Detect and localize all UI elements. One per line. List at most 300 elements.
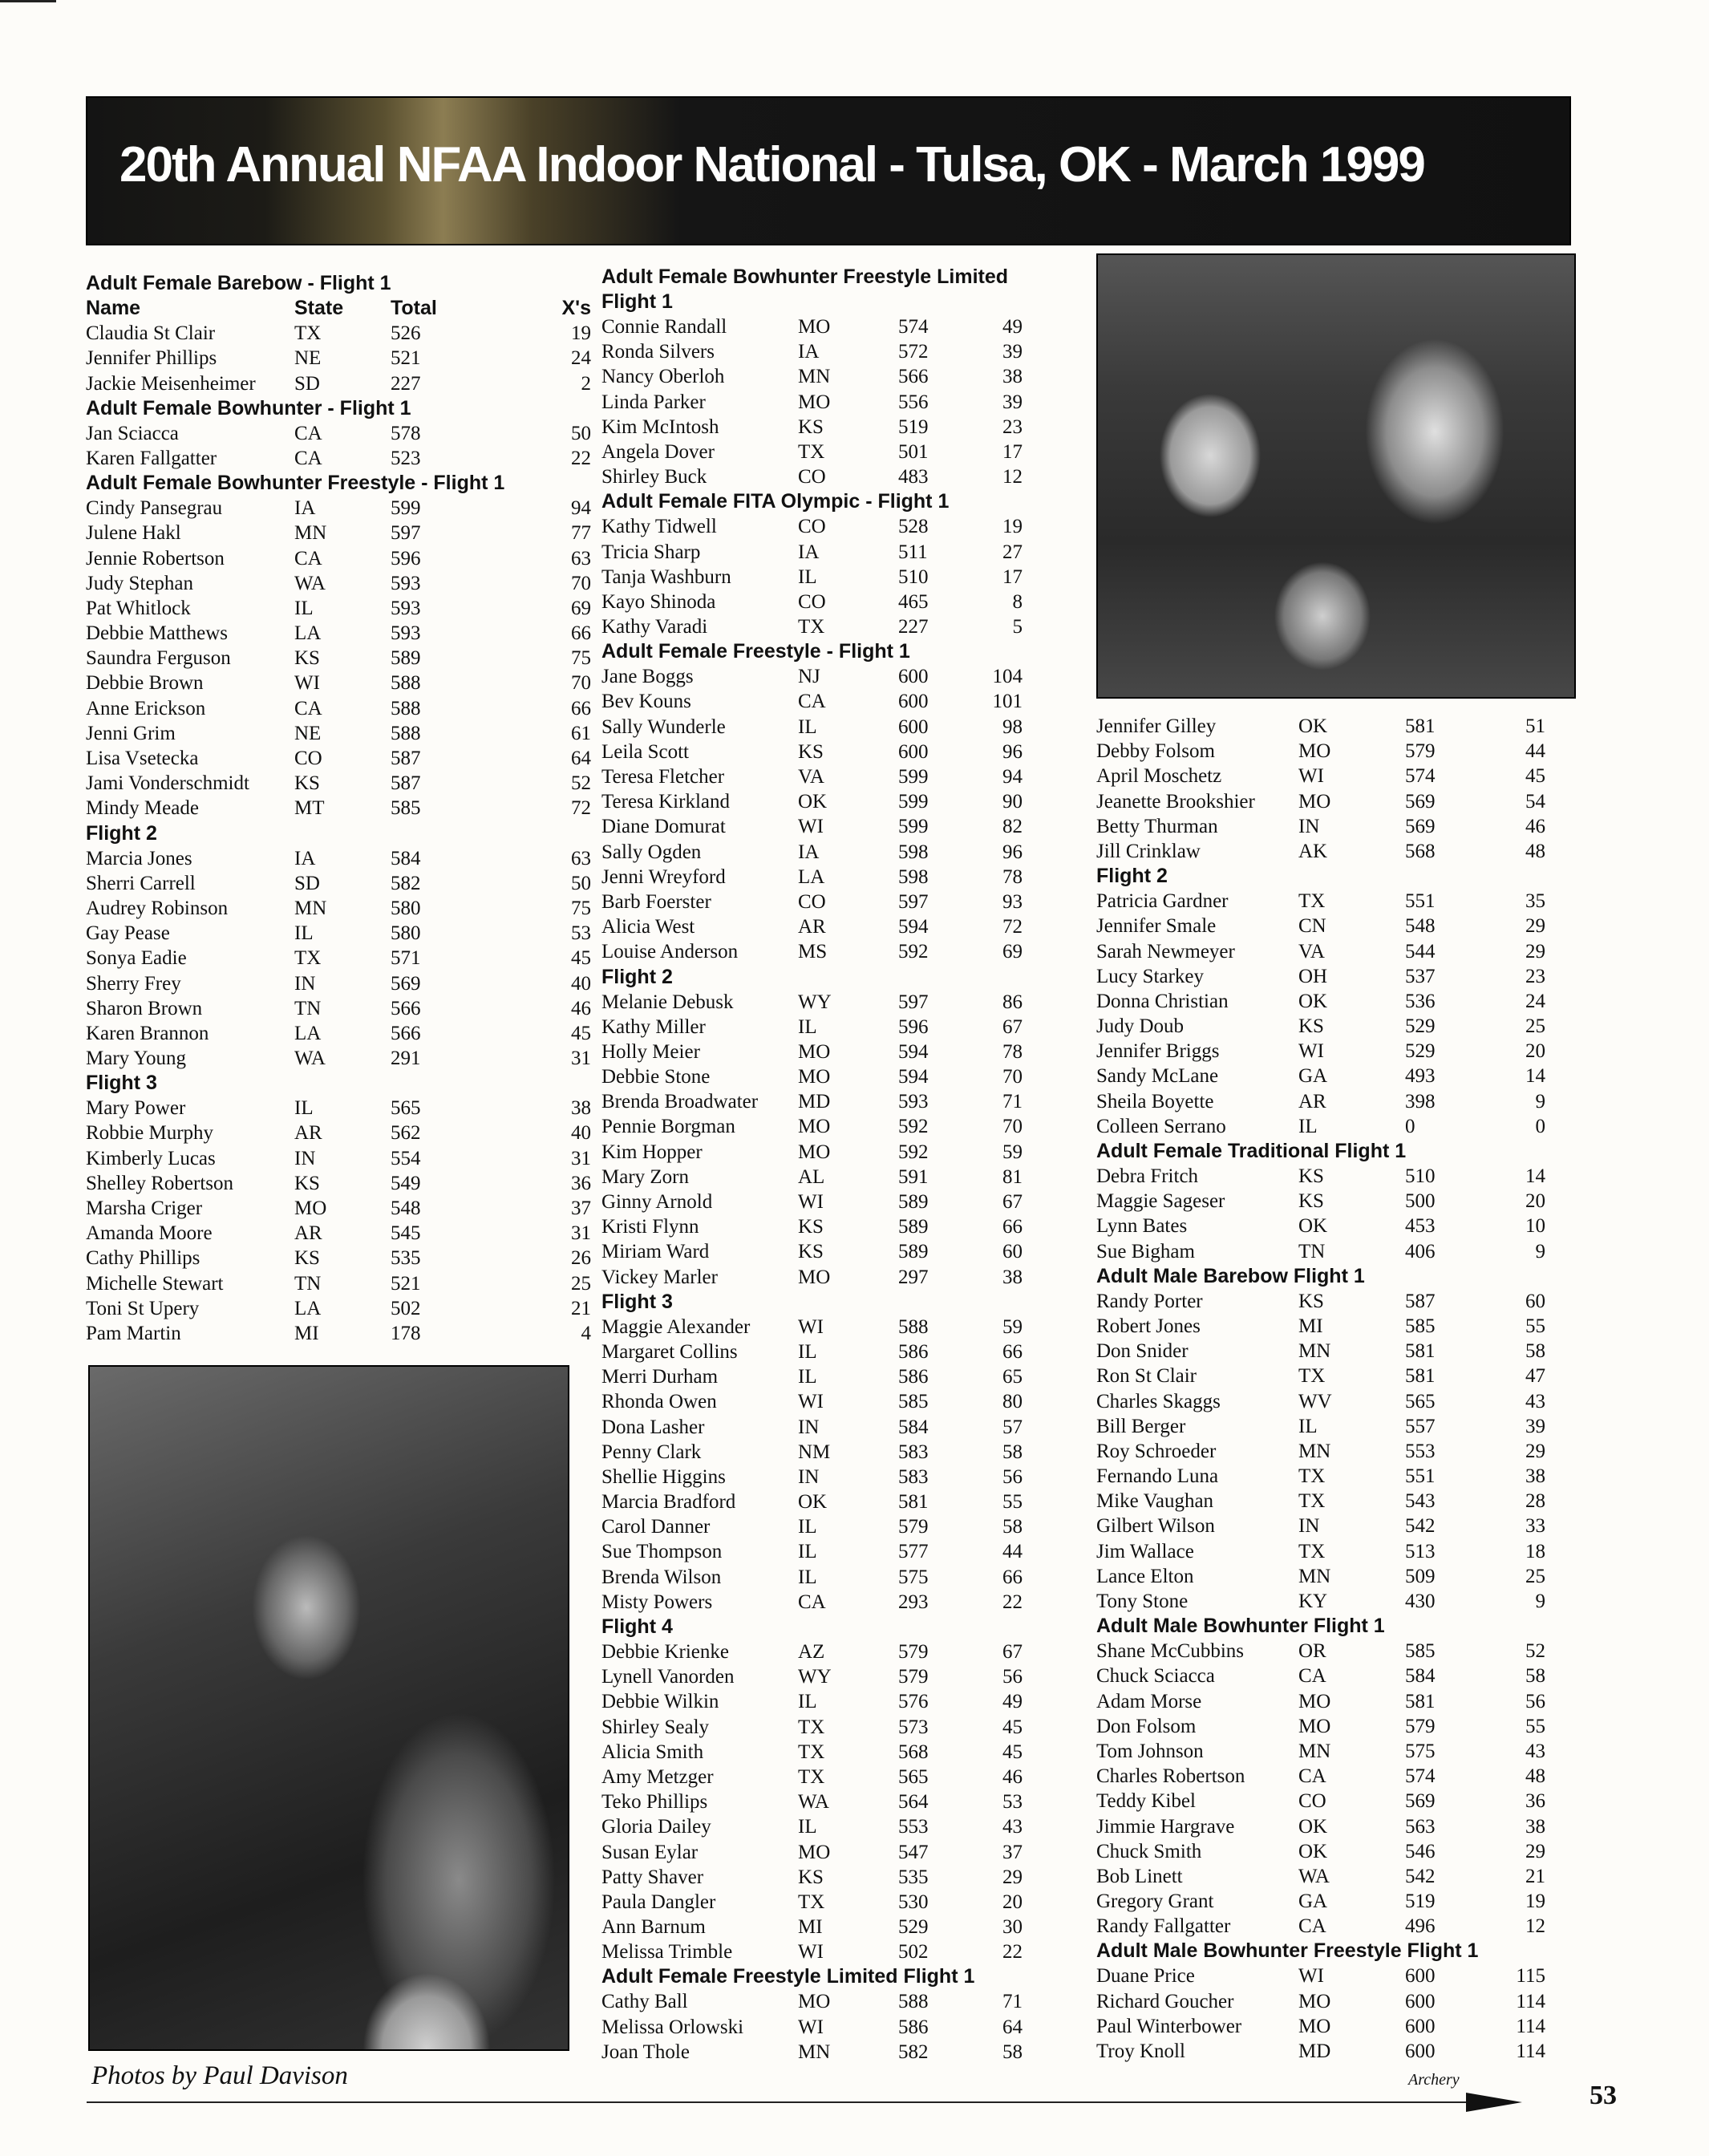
archer-name: Maggie Sageser (1096, 1190, 1225, 1213)
archer-state: TX (798, 440, 825, 463)
archer-state: MO (1298, 1690, 1331, 1712)
result-row (601, 1865, 1059, 1890)
archer-total: 584 (898, 1416, 929, 1438)
archer-xs: 46 (571, 997, 591, 1019)
archer-state: KS (1298, 1015, 1324, 1038)
archer-state: VA (1298, 940, 1325, 962)
archer-xs: 22 (1002, 1591, 1023, 1613)
archer-name: Sally Wunderle (601, 715, 726, 738)
section-title: Adult Female Bowhunter - Flight 1 (86, 396, 411, 419)
archer-name: Teko Phillips (601, 1791, 708, 1814)
archer-state: IA (798, 341, 820, 363)
result-section (601, 489, 1059, 639)
archer-name: Charles Robertson (1096, 1765, 1245, 1788)
archer-xs: 63 (571, 547, 591, 569)
archer-xs: 31 (571, 1147, 591, 1169)
archer-state: CO (798, 466, 826, 488)
archer-name: Kayo Shinoda (601, 590, 716, 613)
archer-state: MN (294, 522, 327, 545)
archer-state: CA (1298, 1765, 1326, 1788)
result-row (1096, 1489, 1577, 1514)
archer-total: 599 (898, 791, 929, 813)
archer-total: 547 (898, 1841, 929, 1863)
archer-xs: 114 (1516, 2040, 1545, 2062)
archer-name: Joan Thole (601, 2040, 690, 2063)
archer-xs: 66 (1002, 1566, 1023, 1588)
result-row (86, 521, 599, 545)
archer-xs: 40 (571, 1122, 591, 1145)
archer-total: 573 (898, 1716, 929, 1738)
archer-total: 563 (1405, 1815, 1436, 1838)
result-row (1096, 1689, 1577, 1714)
archer-state: TX (798, 1741, 825, 1763)
archer-xs: 5 (1012, 616, 1023, 638)
archer-name: Debbie Matthews (86, 622, 229, 645)
archer-total: 529 (898, 1916, 929, 1939)
result-section (1096, 1139, 1577, 1264)
archer-state: IA (294, 847, 316, 869)
archer-name: Ronda Silvers (601, 341, 715, 363)
result-row (86, 621, 599, 646)
result-row (1096, 1064, 1577, 1088)
archer-xs: 14 (1525, 1065, 1545, 1088)
result-row (1096, 814, 1577, 839)
result-row (86, 971, 599, 996)
column-headers (86, 296, 599, 321)
result-row (601, 1140, 1059, 1165)
result-section (601, 639, 1059, 964)
archer-name: Robbie Murphy (86, 1122, 214, 1145)
result-row (601, 740, 1059, 764)
result-row (601, 715, 1059, 740)
archer-xs: 71 (1002, 1091, 1023, 1113)
archer-state: MO (1298, 790, 1331, 813)
archer-total: 597 (391, 522, 421, 545)
result-row (601, 2015, 1059, 2040)
archer-state: KS (294, 772, 320, 795)
archer-name: Melissa Trimble (601, 1941, 733, 1964)
archer-state: MN (1298, 1340, 1331, 1363)
archer-state: IL (1298, 1115, 1318, 1137)
archer-state: AR (294, 1222, 322, 1245)
archer-state: MT (294, 797, 325, 820)
archer-xs: 46 (1525, 815, 1545, 837)
result-row (1096, 1464, 1577, 1489)
archer-name: Rhonda Owen (601, 1391, 717, 1413)
result-row (1096, 1889, 1577, 1914)
result-row (1096, 1439, 1577, 1464)
archer-name: Cathy Ball (601, 1991, 688, 2013)
archer-state: WI (798, 1941, 824, 1964)
archer-state: VA (798, 766, 824, 788)
archer-state: KS (1298, 1165, 1324, 1187)
result-row (601, 1840, 1059, 1865)
result-row (601, 1715, 1059, 1740)
archer-total: 565 (391, 1097, 421, 1120)
archer-name: Don Snider (1096, 1340, 1189, 1363)
archer-total: 600 (1405, 1990, 1436, 2012)
archer-xs: 21 (1525, 1865, 1545, 1887)
archer-total: 596 (391, 547, 421, 569)
archer-total: 587 (391, 772, 421, 795)
archer-name: Tony Stone (1096, 1591, 1189, 1612)
archer-name: Kim Hopper (601, 1141, 703, 1163)
archer-name: Sue Bigham (1096, 1240, 1195, 1262)
header-state: State (294, 297, 344, 319)
section-title: Adult Female Traditional Flight 1 (1096, 1140, 1407, 1162)
section-title: Adult Female Barebow - Flight 1 (86, 272, 391, 294)
archer-state: MO (798, 1116, 831, 1138)
archer-state: OK (1298, 1215, 1328, 1238)
result-row (601, 1765, 1059, 1789)
result-row (601, 364, 1059, 389)
archer-xs: 65 (1002, 1366, 1023, 1388)
result-section (86, 1071, 599, 1346)
archer-name: Mary Young (86, 1048, 187, 1070)
archer-state: MI (1298, 1315, 1323, 1337)
result-row (601, 865, 1059, 890)
archer-name: Sonya Eadie (86, 947, 187, 970)
archer-total: 598 (898, 865, 929, 888)
result-row (86, 496, 599, 521)
archer-xs: 21 (571, 1297, 591, 1319)
archer-xs: 19 (1002, 516, 1023, 538)
archer-state: KS (294, 1247, 320, 1270)
archer-name: Ann Barnum (601, 1916, 706, 1939)
result-section (601, 265, 1059, 290)
archer-name: Jackie Meisenheimer (86, 372, 256, 395)
archer-total: 548 (391, 1198, 421, 1219)
archer-total: 574 (1405, 1765, 1436, 1788)
archer-total: 529 (1405, 1015, 1436, 1038)
archer-total: 580 (391, 897, 421, 919)
results-column-2 (601, 265, 1059, 2065)
archer-total: 496 (1405, 1915, 1436, 1938)
result-row (1096, 2014, 1577, 2039)
archer-state: CA (294, 697, 322, 719)
archer-state: KS (798, 740, 824, 763)
archer-xs: 59 (1002, 1141, 1023, 1163)
archer-state: TN (294, 1272, 322, 1295)
result-row (1096, 1564, 1577, 1589)
archer-state: NE (294, 347, 322, 370)
archer-xs: 60 (1525, 1290, 1545, 1312)
archer-name: Lisa Vsetecka (86, 748, 199, 769)
archer-name: Marsha Criger (86, 1198, 203, 1219)
archer-name: Debbie Brown (86, 672, 204, 695)
archer-state: MO (798, 1266, 831, 1288)
archer-total: 596 (898, 1015, 929, 1038)
result-row (86, 1121, 599, 1145)
archer-state: TX (1298, 1465, 1326, 1488)
archer-state: IN (294, 1147, 316, 1169)
archer-name: Sally Ogden (601, 841, 702, 863)
archer-total: 576 (898, 1691, 929, 1713)
archer-total: 398 (1405, 1090, 1436, 1112)
archer-total: 565 (898, 1765, 929, 1788)
result-row (86, 421, 599, 446)
archer-state: TX (798, 1891, 825, 1913)
archer-name: Sharon Brown (86, 997, 203, 1019)
result-row (601, 1364, 1059, 1389)
archer-xs: 45 (1525, 765, 1545, 788)
result-row (86, 1196, 599, 1221)
archer-name: Debbie Krienke (601, 1641, 729, 1663)
archer-state: KS (798, 1216, 824, 1238)
archer-xs: 101 (992, 691, 1023, 713)
result-row (1096, 1189, 1577, 1214)
result-row (601, 1214, 1059, 1239)
archer-total: 227 (391, 372, 421, 395)
archer-total: 582 (898, 2040, 929, 2063)
result-row (601, 1915, 1059, 1939)
archer-name: April Moschetz (1096, 765, 1222, 788)
archer-xs: 12 (1002, 466, 1023, 488)
archer-name: Melissa Orlowski (601, 2016, 744, 2038)
archer-total: 577 (898, 1541, 929, 1563)
archer-total: 592 (898, 941, 929, 963)
archer-name: Judy Doub (1096, 1015, 1185, 1038)
archer-name: Gregory Grant (1096, 1891, 1214, 1913)
archer-name: Cindy Pansegrau (86, 497, 223, 520)
archer-state: WI (798, 2016, 824, 2038)
archer-total: 585 (391, 797, 421, 820)
result-row (86, 1096, 599, 1121)
archer-total: 593 (898, 1091, 929, 1113)
archer-name: Jill Crinklaw (1096, 840, 1201, 862)
archer-name: Bill Berger (1096, 1415, 1186, 1437)
archer-total: 465 (898, 590, 929, 613)
archer-name: Colleen Serrano (1096, 1115, 1226, 1137)
archer-state: MO (798, 1841, 831, 1863)
archer-name: Teddy Kibel (1096, 1790, 1196, 1813)
archer-xs: 52 (571, 772, 591, 795)
result-row (1096, 1989, 1577, 2014)
archer-state: MO (1298, 2015, 1331, 2037)
archer-state: WI (798, 816, 824, 838)
archer-state: IN (798, 1465, 820, 1488)
archer-xs: 17 (1002, 440, 1023, 463)
header-name: Name (86, 297, 141, 319)
archer-state: MN (798, 366, 831, 388)
result-row (1096, 764, 1577, 788)
archer-name: Sandy McLane (1096, 1065, 1219, 1088)
archer-name: Shellie Higgins (601, 1465, 726, 1488)
archer-total: 589 (898, 1191, 929, 1213)
archer-xs: 9 (1535, 1591, 1545, 1612)
archer-name: Lance Elton (1096, 1565, 1194, 1587)
archer-name: Sherry Frey (86, 972, 181, 995)
archer-total: 579 (1405, 1715, 1436, 1737)
archer-state: AR (1298, 1090, 1326, 1112)
archer-state: IL (798, 1541, 817, 1563)
archer-state: MO (294, 1198, 327, 1219)
archer-state: TX (1298, 1490, 1326, 1513)
result-row (601, 1639, 1059, 1664)
archer-total: 586 (898, 1340, 929, 1363)
result-section (86, 821, 599, 1072)
archer-name: Mindy Meade (86, 797, 199, 820)
archer-state: WI (798, 1315, 824, 1338)
archer-total: 585 (1405, 1315, 1436, 1337)
result-row (601, 2040, 1059, 2065)
result-row (601, 1114, 1059, 1139)
archer-name: Pam Martin (86, 1322, 181, 1344)
archer-xs: 29 (1525, 915, 1545, 938)
result-row (601, 914, 1059, 939)
archer-name: Anne Erickson (86, 697, 206, 719)
archer-xs: 25 (1525, 1015, 1545, 1038)
archer-state: KS (294, 647, 320, 670)
archer-total: 551 (1405, 1465, 1436, 1488)
archer-state: OH (1298, 965, 1328, 987)
result-row (86, 1271, 599, 1296)
archer-state: TN (294, 997, 322, 1019)
archer-name: Robert Jones (1096, 1315, 1201, 1337)
archer-xs: 50 (571, 872, 591, 894)
archer-xs: 77 (571, 522, 591, 545)
archer-total: 569 (1405, 815, 1436, 837)
result-section (86, 471, 599, 821)
archer-name: Julene Hakl (86, 522, 181, 545)
result-row (601, 1489, 1059, 1514)
archer-xs: 48 (1525, 1765, 1545, 1788)
archer-total: 542 (1405, 1515, 1436, 1538)
archer-total: 502 (391, 1297, 421, 1319)
archer-total: 565 (1405, 1390, 1436, 1412)
archer-xs: 25 (571, 1272, 591, 1295)
archer-xs: 96 (1002, 740, 1023, 763)
archer-state: MO (798, 1991, 831, 2013)
archer-total: 535 (391, 1247, 421, 1270)
result-row (601, 789, 1059, 814)
archer-total: 599 (898, 766, 929, 788)
archer-xs: 82 (1002, 816, 1023, 838)
archer-state: WI (294, 672, 320, 695)
archer-name: Tricia Sharp (601, 541, 701, 563)
result-row (86, 896, 599, 921)
archer-xs: 19 (571, 322, 591, 345)
archer-xs: 0 (1535, 1115, 1545, 1137)
archer-total: 528 (898, 516, 929, 538)
archer-state: IL (798, 565, 817, 588)
archer-total: 599 (391, 497, 421, 520)
archer-state: IA (294, 497, 316, 520)
result-row (1096, 1539, 1577, 1564)
archer-total: 493 (1405, 1065, 1436, 1088)
archer-xs: 29 (1525, 940, 1545, 962)
result-row (86, 596, 599, 621)
archer-xs: 96 (1002, 841, 1023, 863)
result-row (601, 939, 1059, 964)
archer-state: MN (294, 897, 327, 919)
result-row (601, 1814, 1059, 1839)
archer-xs: 22 (571, 447, 591, 469)
archer-name: Gloria Dailey (601, 1816, 711, 1838)
archer-total: 519 (898, 415, 929, 438)
archer-xs: 27 (1002, 541, 1023, 563)
archer-total: 588 (391, 722, 421, 744)
archer-state: TX (1298, 1365, 1326, 1388)
result-row (601, 540, 1059, 565)
archer-total: 509 (1405, 1565, 1436, 1587)
archer-xs: 70 (1002, 1066, 1023, 1088)
archer-total: 293 (898, 1591, 929, 1613)
result-row (601, 1689, 1059, 1714)
archer-xs: 36 (1525, 1790, 1545, 1813)
result-row (601, 1064, 1059, 1089)
archer-xs: 20 (1525, 1190, 1545, 1213)
result-row (601, 614, 1059, 639)
archer-xs: 81 (1002, 1165, 1023, 1188)
archer-total: 566 (391, 1022, 421, 1044)
archer-xs: 48 (1525, 840, 1545, 862)
archer-state: AR (294, 1122, 322, 1145)
result-row (1096, 714, 1577, 739)
archer-state: MO (1298, 1715, 1331, 1737)
archer-total: 586 (898, 1366, 929, 1388)
archer-total: 553 (898, 1816, 929, 1838)
archer-name: Donna Christian (1096, 990, 1229, 1012)
archer-name: Alicia West (601, 916, 695, 938)
result-row (1096, 989, 1577, 1014)
archer-xs: 66 (571, 697, 591, 719)
result-row (601, 314, 1059, 339)
archer-name: Claudia St Clair (86, 322, 216, 345)
archer-xs: 55 (1525, 1715, 1545, 1737)
archer-name: Sarah Newmeyer (1096, 940, 1235, 962)
archer-state: IN (1298, 815, 1320, 837)
archer-name: Teresa Kirkland (601, 791, 730, 813)
archer-state: MO (798, 1141, 831, 1163)
archer-name: Mary Power (86, 1097, 186, 1120)
result-row (601, 1089, 1059, 1114)
event-photo-crowd (1096, 253, 1576, 699)
result-row (1096, 1739, 1577, 1764)
archer-total: 513 (1405, 1540, 1436, 1562)
archer-xs: 31 (571, 1222, 591, 1245)
section-title: Adult Male Bowhunter Flight 1 (1096, 1615, 1385, 1638)
result-section (601, 1964, 1059, 2065)
archer-xs: 24 (1525, 990, 1545, 1012)
result-row (601, 1239, 1059, 1264)
archer-total: 588 (391, 672, 421, 695)
archer-total: 430 (1405, 1591, 1436, 1612)
archer-xs: 37 (571, 1198, 591, 1219)
result-row (601, 814, 1059, 839)
result-row (601, 339, 1059, 364)
archer-state: MD (798, 1091, 831, 1113)
archer-name: Debbie Stone (601, 1066, 711, 1088)
archer-total: 554 (391, 1147, 421, 1169)
archer-state: WA (798, 1791, 829, 1814)
archer-name: Toni St Upery (86, 1297, 200, 1319)
archer-xs: 58 (1002, 2040, 1023, 2063)
archer-total: 583 (898, 1441, 929, 1463)
archer-total: 586 (898, 2016, 929, 2038)
archer-name: Paul Winterbower (1096, 2015, 1242, 2037)
archer-total: 584 (1405, 1665, 1436, 1688)
archer-xs: 38 (1525, 1815, 1545, 1838)
archer-xs: 43 (1002, 1816, 1023, 1838)
result-row (601, 1339, 1059, 1364)
archer-xs: 75 (571, 647, 591, 670)
archer-name: Misty Powers (601, 1591, 713, 1613)
result-row (601, 1890, 1059, 1915)
archer-total: 594 (898, 1040, 929, 1063)
archer-xs: 43 (1525, 1390, 1545, 1412)
archer-name: Louise Anderson (601, 941, 739, 963)
